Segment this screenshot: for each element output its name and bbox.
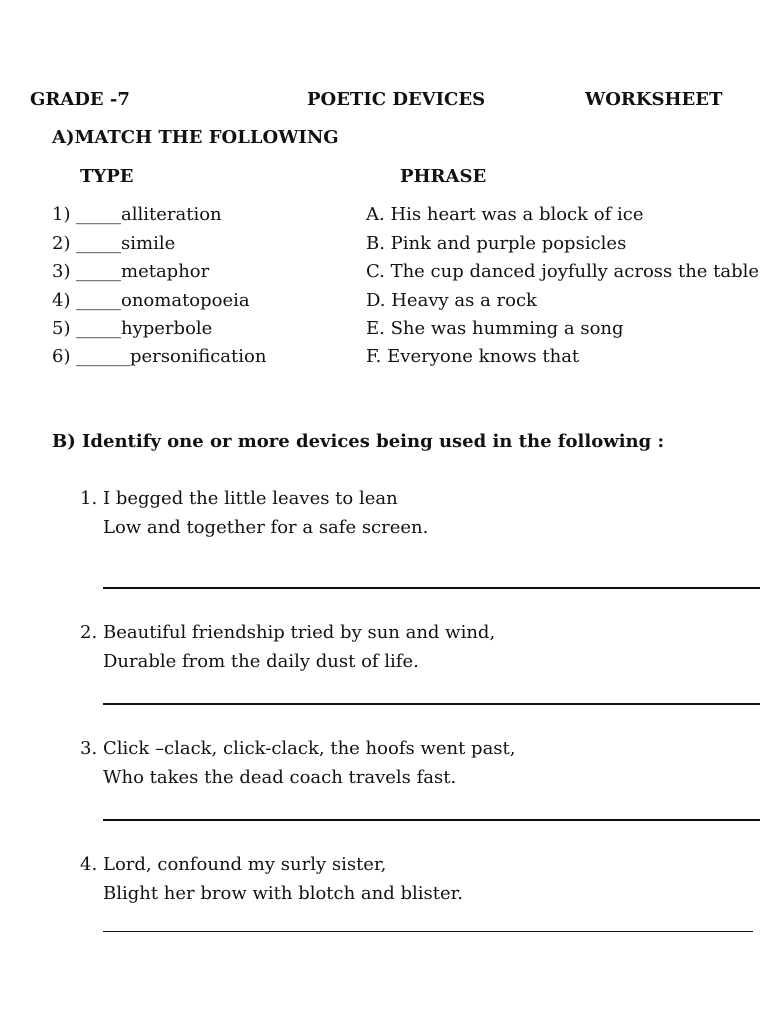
match-number: 5) [52, 318, 71, 339]
answer-line[interactable] [103, 587, 760, 589]
question-number: 3. [80, 738, 98, 759]
match-phrase: A. His heart was a block of ice [366, 204, 644, 225]
match-type[interactable]: _____metaphor [76, 261, 210, 282]
match-row [0, 318, 768, 344]
match-type[interactable]: _____alliteration [76, 204, 222, 225]
worksheet-label: WORKSHEET [585, 89, 723, 110]
question-number: 2. [80, 622, 98, 643]
answer-line[interactable] [103, 703, 760, 705]
column-header-phrase: PHRASE [400, 166, 487, 187]
column-header-type: TYPE [80, 166, 134, 187]
match-number: 4) [52, 290, 71, 311]
section-b-heading: B) Identify one or more devices being used in the following : [52, 431, 665, 452]
answer-line[interactable] [103, 931, 753, 932]
match-phrase: F. Everyone knows that [366, 346, 580, 367]
match-phrase: D. Heavy as a rock [366, 290, 537, 311]
match-row [0, 204, 768, 230]
question-line: I begged the little leaves to lean [103, 488, 398, 509]
answer-line[interactable] [103, 819, 760, 821]
question-line: Blight her brow with blotch and blister. [103, 883, 464, 904]
match-row [0, 346, 768, 372]
match-type[interactable]: _____simile [76, 233, 176, 254]
question-line: Durable from the daily dust of life. [103, 651, 419, 672]
match-phrase: C. The cup danced joyfully across the table [366, 261, 760, 282]
question-number: 1. [80, 488, 98, 509]
match-phrase: E. She was humming a song [366, 318, 624, 339]
match-row [0, 261, 768, 287]
match-number: 3) [52, 261, 71, 282]
question-line: Lord, confound my surly sister, [103, 854, 387, 875]
match-number: 1) [52, 204, 71, 225]
match-phrase: B. Pink and purple popsicles [366, 233, 627, 254]
match-number: 6) [52, 346, 71, 367]
question-line: Low and together for a safe screen. [103, 517, 429, 538]
match-type[interactable]: _____onomatopoeia [76, 290, 250, 311]
match-number: 2) [52, 233, 71, 254]
match-type[interactable]: _____hyperbole [76, 318, 213, 339]
question-number: 4. [80, 854, 98, 875]
worksheet-title: POETIC DEVICES [307, 89, 486, 110]
grade-label: GRADE -7 [30, 89, 130, 110]
question-line: Who takes the dead coach travels fast. [103, 767, 457, 788]
section-a-heading: A)MATCH THE FOLLOWING [52, 127, 339, 148]
question-line: Click –clack, click-clack, the hoofs went past, [103, 738, 516, 759]
question-line: Beautiful friendship tried by sun and wind, [103, 622, 496, 643]
match-row [0, 290, 768, 316]
match-type[interactable]: ______personification [76, 346, 267, 367]
match-row [0, 233, 768, 259]
